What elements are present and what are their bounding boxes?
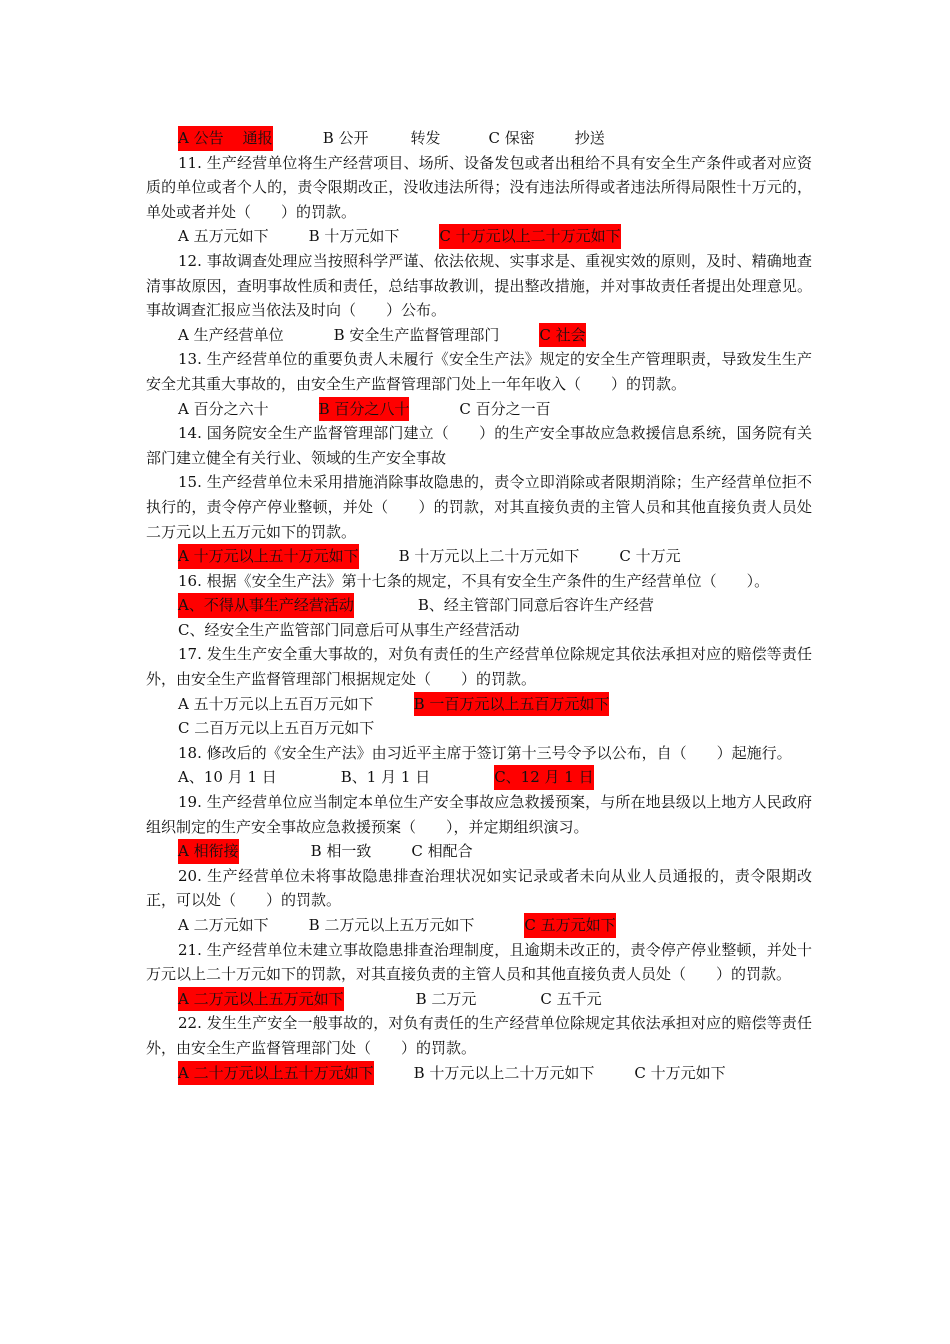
answer-option: B 二万元 [415,989,477,1008]
highlighted-answer: C、12 月 1 日 [494,765,593,790]
answer-option: B、1 月 1 日 [340,768,431,787]
answer-option: B 公开 [322,129,369,147]
answer-option: A 二万元如下 [178,916,269,934]
question-text: 20. 生产经营单位未将事故隐患排查治理状况如实记录或者未向从业人员通报的，责令限期改正，可以处（ ）的罚款。 [146,866,812,910]
answer-options [146,913,812,938]
highlighted-answer: A 二十万元以上五十万元如下 [178,1061,374,1086]
question-text: 21. 生产经营单位未建立事故隐患排查治理制度，且逾期未改正的，责令停产停业整顿，并处十万元以上二十万元如下的罚款，对其直接负责的主管人员和其他直接负责人员处（ ）的罚款。 [146,940,812,984]
answer-option: C 相配合 [411,842,473,861]
answer-options [146,224,812,249]
answer-option: B 十万元如下 [308,227,400,246]
answer-options [146,126,812,151]
question-text: 13. 生产经营单位的重要负责人未履行《安全生产法》规定的安全生产管理职责，导致发生生产安全尤其重大事故的，由安全生产监督管理部门处上一年年收入（ ）的罚款。 [146,350,812,393]
answer-options [146,765,812,790]
answer-options [146,987,812,1012]
question-text: 14. 国务院安全生产监督管理部门建立（ ）的生产安全事故应急救援信息系统，国务院有关部门建立健全有关行业、领域的生产安全事故 [146,424,812,467]
answer-options [146,1061,812,1086]
question-text: 15. 生产经营单位未采用措施消除事故隐患的，责令立即消除或者限期消除；生产经营单位拒不执行的，责令停产停业整顿，并处（ ）的罚款，对其直接负责的主管人员和其他直接负责人员处二万元以上五万元如下的罚款。 [146,473,812,541]
answer-option: C 二百万元以上五百万元如下 [178,719,375,738]
document-page [146,126,812,1085]
answer-option: C 保密 [488,129,535,147]
answer-option: A、10 月 1 日 [178,768,277,787]
answer-option: 抄送 [574,129,605,147]
highlighted-answer: A 二万元以上五万元如下 [178,987,344,1012]
answer-options [146,839,812,864]
answer-option: B 安全生产监督管理部门 [333,325,500,344]
answer-option: C、经安全生产监管部门同意后可从事生产经营活动 [178,620,520,639]
answer-option: B 十万元以上二十万元如下 [398,547,580,566]
answer-option: A 生产经营单位 [178,325,284,344]
answer-option: B 二万元以上五万元如下 [308,916,475,934]
highlighted-answer: C 十万元以上二十万元如下 [439,224,620,249]
highlighted-answer: B 百分之八十 [319,397,410,422]
answer-option: A 五十万元以上五百万元如下 [178,694,374,713]
answer-option: C 十万元如下 [634,1063,726,1082]
question-text: 22. 发生生产安全一般事故的，对负有责任的生产经营单位除规定其依法承担对应的赔偿等责任外，由安全生产监督管理部门处（ ）的罚款。 [146,1014,812,1057]
answer-option: B 相一致 [310,842,372,861]
question-text: 11. 生产经营单位将生产经营项目、场所、设备发包或者出租给不具有安全生产条件或者对应资质的单位或者个人的，责令限期改正，没收违法所得；没有违法所得或者违法所得局限性十万元的，单处或者并处（ ）的罚款。 [146,153,812,221]
question-text: 17. 发生生产安全重大事故的，对负有责任的生产经营单位除规定其依法承担对应的赔偿等责任外，由安全生产监督管理部门根据规定处（ ）的罚款。 [146,645,812,689]
question-text: 16. 根据《安全生产法》第十七条的规定，不具有安全生产条件的生产经营单位（ ）。 [178,571,770,590]
highlighted-answer: A 公告 通报 [178,126,273,151]
highlighted-answer: A 相衔接 [178,839,239,864]
answer-option: B、经主管部门同意后容许生产经营 [417,596,654,615]
answer-option: C 十万元 [619,547,681,566]
highlighted-answer: C 社会 [539,323,585,348]
question-text: 19. 生产经营单位应当制定本单位生产安全事故应急救援预案，与所在地县级以上地方人民政府组织制定的生产安全事故应急救援预案（ ），并定期组织演习。 [146,793,812,836]
question-text: 12. 事故调查处理应当按照科学严谨、依法依规、实事求是、重视实效的原则，及时、精确地查清事故原因，查明事故性质和责任，总结事故教训，提出整改措施，并对事故责任者提出处理意见。事故调查汇报应当依法及时向（ ）公布。 [146,251,812,320]
highlighted-answer: A 十万元以上五十万元如下 [178,544,359,569]
answer-options [146,692,812,741]
answer-options [146,323,812,348]
answer-option: A 五万元如下 [178,227,269,246]
answer-option: B 十万元以上二十万元如下 [413,1063,595,1082]
highlighted-answer: B 一百万元以上五百万元如下 [414,692,610,717]
highlighted-answer: C 五万元如下 [524,913,615,938]
answer-option: C 五千元 [540,989,602,1008]
answer-options [146,544,812,569]
answer-option: 转发 [410,129,441,147]
answer-options [146,618,812,643]
answer-options [146,397,812,422]
answer-options [146,593,812,618]
answer-option: A 百分之六十 [178,399,269,418]
answer-option: C 百分之一百 [459,399,551,418]
question-text: 18. 修改后的《安全生产法》由习近平主席于签订第十三号令予以公布，自（ ）起施行。 [178,743,792,762]
highlighted-answer: A、不得从事生产经营活动 [178,593,354,618]
